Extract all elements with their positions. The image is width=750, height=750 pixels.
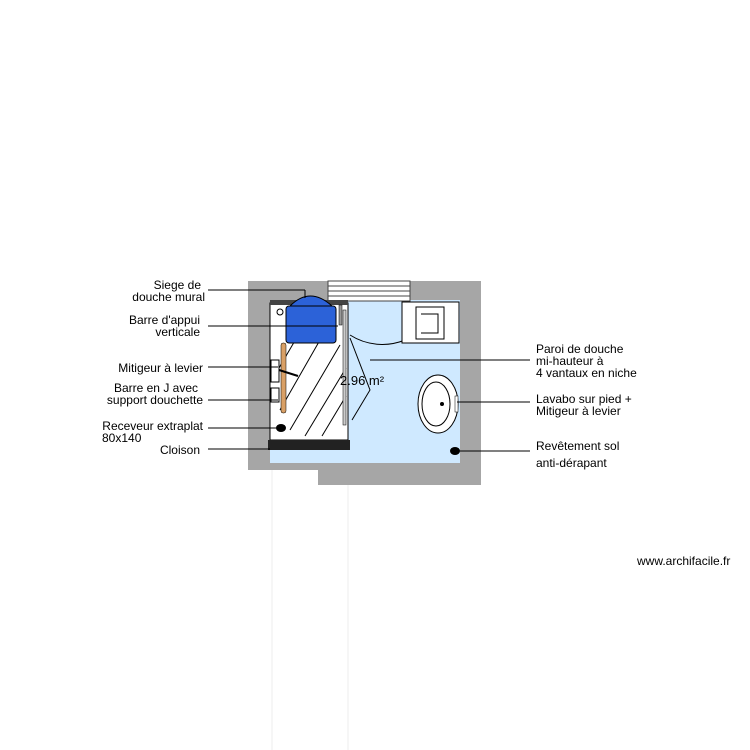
annotation-tray-line2: 80x140 — [102, 431, 142, 445]
annotation-screen-line1: Paroi de douche — [536, 342, 624, 356]
right-annotations — [536, 342, 637, 470]
annotation-seat-line1: Siege de — [153, 278, 201, 292]
annotation-partition: Cloison — [159, 443, 200, 457]
annotation-faucet: Mitigeur à levier — [118, 361, 203, 375]
wc-bowl — [416, 307, 444, 339]
annotation-tray-line1: Receveur extraplat — [102, 419, 203, 433]
annotation-jbar-line2: support douchette — [106, 393, 203, 407]
annotation-grabbar-line1: Barre d'appui — [128, 313, 200, 327]
annotation-floor-line1: Revêtement sol — [536, 439, 620, 453]
annotation-floor-line2: anti-dérapant — [536, 456, 607, 470]
j-grab-bar — [281, 343, 286, 413]
vertical-grab-bar — [339, 305, 342, 325]
watermark-text: www.archifacile.fr — [637, 554, 731, 568]
area-label: 2.96 m² — [340, 373, 385, 388]
wall-seat — [286, 306, 336, 343]
basin-faucet — [455, 396, 458, 412]
annotation-basin-line1: Lavabo sur pied + — [536, 392, 632, 406]
annotation-basin-line2: Mitigeur à levier — [536, 404, 621, 418]
lever-faucet — [271, 360, 279, 382]
washbasin — [418, 375, 458, 433]
shower-screen — [343, 310, 346, 425]
partition-wall — [268, 440, 350, 450]
drain-icon — [277, 309, 283, 315]
annotation-screen-line3: 4 vantaux en niche — [536, 366, 637, 380]
annotation-seat-line2: douche mural — [132, 290, 205, 304]
left-annotations — [102, 278, 205, 457]
annotation-screen-line2: mi-hauteur à — [536, 354, 604, 368]
annotation-jbar-line1: Barre en J avec — [113, 381, 198, 395]
annotation-grabbar-line2: verticale — [155, 325, 200, 339]
basin-drain — [440, 402, 444, 406]
